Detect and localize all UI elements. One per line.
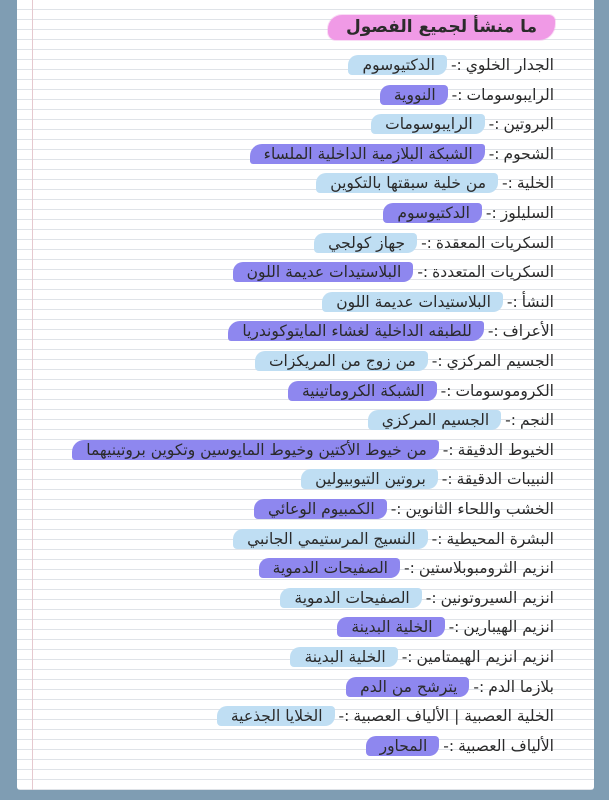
list-item bbox=[217, 702, 554, 730]
list-item bbox=[380, 81, 554, 109]
term-label: الخلية bbox=[516, 174, 554, 193]
term-label: الكروموسومات bbox=[455, 381, 554, 400]
term-label: النشأ bbox=[521, 292, 554, 311]
answer-highlight: الكمبيوم الوعائي bbox=[254, 499, 387, 519]
separator: :- bbox=[451, 85, 463, 104]
answer-highlight: للطبقه الداخلية لغشاء المايتوكوندريا bbox=[228, 321, 483, 341]
separator: :- bbox=[431, 352, 443, 370]
term-label: الجسيم المركزي bbox=[446, 352, 554, 370]
term-label: الأعراف bbox=[502, 322, 554, 341]
term-label: الرايبوسومات bbox=[466, 85, 554, 104]
list-item bbox=[228, 317, 554, 345]
answer-highlight: النسيج المرستيمي الجانبي bbox=[233, 529, 428, 549]
answer-highlight: الشبكة الكروماتينية bbox=[288, 381, 437, 401]
term-label: الجدار الخلوي bbox=[465, 56, 554, 74]
answer-highlight: من خلية سبقتها بالتكوين bbox=[316, 173, 498, 193]
answer-highlight: المحاور bbox=[366, 736, 440, 756]
separator: :- bbox=[488, 144, 500, 163]
answer-highlight: بروتين التيوبيولين bbox=[301, 469, 438, 489]
term-label: بلازما الدم bbox=[488, 677, 554, 696]
term-label: انزيم السيروتونين bbox=[440, 588, 554, 607]
term-label: السليلوز bbox=[500, 204, 554, 222]
separator: :- bbox=[487, 322, 499, 341]
separator: :- bbox=[417, 263, 429, 282]
separator: :- bbox=[502, 174, 513, 193]
separator: :- bbox=[338, 707, 350, 726]
answer-highlight: من خيوط الأكتين وخيوط المايوسين وتكوين بروتينيهما bbox=[72, 440, 439, 460]
list-item bbox=[348, 51, 554, 79]
list-item bbox=[255, 347, 554, 375]
answer-highlight: الجسيم المركزي bbox=[368, 410, 501, 430]
separator: :- bbox=[431, 529, 443, 548]
separator: :- bbox=[488, 115, 500, 134]
list-item bbox=[72, 436, 554, 464]
list-item bbox=[301, 465, 554, 493]
separator: :- bbox=[506, 292, 518, 311]
title-wrap bbox=[328, 12, 555, 42]
separator: :- bbox=[441, 470, 453, 489]
separator: :- bbox=[450, 56, 462, 74]
term-label: الخيوط الدقيقة bbox=[457, 440, 554, 459]
term-label: الألياف العصبية bbox=[458, 736, 554, 755]
list-item bbox=[368, 406, 554, 434]
list-item bbox=[250, 140, 554, 168]
term-label: السكريات المعقدة bbox=[435, 233, 554, 252]
list-item bbox=[280, 584, 554, 612]
list-item bbox=[288, 377, 554, 405]
term-label: انزيم الثرومبوبلاستين bbox=[418, 559, 554, 578]
separator: :- bbox=[505, 411, 516, 430]
answer-highlight: من زوج من المريكزات bbox=[255, 351, 428, 371]
page-title: ما منشأ لجميع الفصول bbox=[328, 15, 555, 40]
separator: :- bbox=[390, 500, 402, 518]
answer-highlight: الصفيحات الدموية bbox=[259, 558, 400, 578]
separator: :- bbox=[443, 736, 455, 755]
term-label: انزيم انزيم الهيمتامين bbox=[416, 648, 554, 666]
term-label: الخشب واللحاء الثانوين bbox=[405, 500, 554, 518]
list-item bbox=[314, 229, 554, 257]
separator: :- bbox=[425, 588, 437, 607]
answer-highlight: البلاستيدات عديمة اللون bbox=[322, 292, 503, 312]
list-item bbox=[371, 110, 554, 138]
answer-highlight: الخلية البدينة bbox=[337, 617, 444, 637]
separator: :- bbox=[421, 233, 432, 252]
answer-highlight: الخلية البدينة bbox=[290, 647, 397, 667]
term-label: البشرة المحيطية bbox=[446, 529, 554, 548]
separator: :- bbox=[442, 440, 454, 459]
separator: :- bbox=[485, 204, 497, 222]
list-item bbox=[290, 643, 554, 671]
answer-highlight: الدكتيوسوم bbox=[348, 55, 447, 75]
separator: :- bbox=[401, 648, 413, 666]
answer-highlight: الدكتيوسوم bbox=[383, 203, 482, 223]
answer-highlight: الرايبوسومات bbox=[371, 114, 485, 134]
term-label: الشحوم bbox=[503, 144, 554, 163]
list-item bbox=[346, 673, 554, 701]
list-item bbox=[322, 288, 554, 316]
list-item bbox=[259, 554, 554, 582]
separator: :- bbox=[404, 559, 415, 578]
list-item bbox=[254, 495, 554, 523]
list-item bbox=[383, 199, 554, 227]
separator: :- bbox=[473, 677, 485, 696]
list-item bbox=[233, 525, 554, 553]
answer-highlight: يترشح من الدم bbox=[346, 677, 469, 697]
separator: :- bbox=[448, 618, 460, 637]
term-label: النجم bbox=[519, 411, 554, 430]
list-item bbox=[366, 732, 554, 760]
answer-highlight: البلاستيدات عديمة اللون bbox=[233, 262, 414, 282]
answer-highlight: النووية bbox=[380, 85, 448, 105]
list-item bbox=[233, 258, 554, 286]
notebook-page bbox=[17, 0, 594, 790]
term-label: انزيم الهيبارين bbox=[463, 618, 554, 637]
list-item bbox=[316, 169, 554, 197]
list-item bbox=[337, 613, 554, 641]
term-label: السكريات المتعددة bbox=[432, 263, 554, 282]
term-label: البروتين bbox=[503, 115, 554, 134]
answer-highlight: الخلايا الجذعية bbox=[217, 706, 335, 726]
separator: :- bbox=[440, 381, 452, 400]
term-label: النبيبات الدقيقة bbox=[456, 470, 554, 489]
term-label: الخلية العصبية | الألياف العصبية bbox=[353, 707, 554, 726]
answer-highlight: الشبكة البلازمية الداخلية الملساء bbox=[250, 144, 485, 164]
answer-highlight: الصفيحات الدموية bbox=[280, 588, 421, 608]
answer-highlight: جهاز كولجي bbox=[314, 233, 417, 253]
